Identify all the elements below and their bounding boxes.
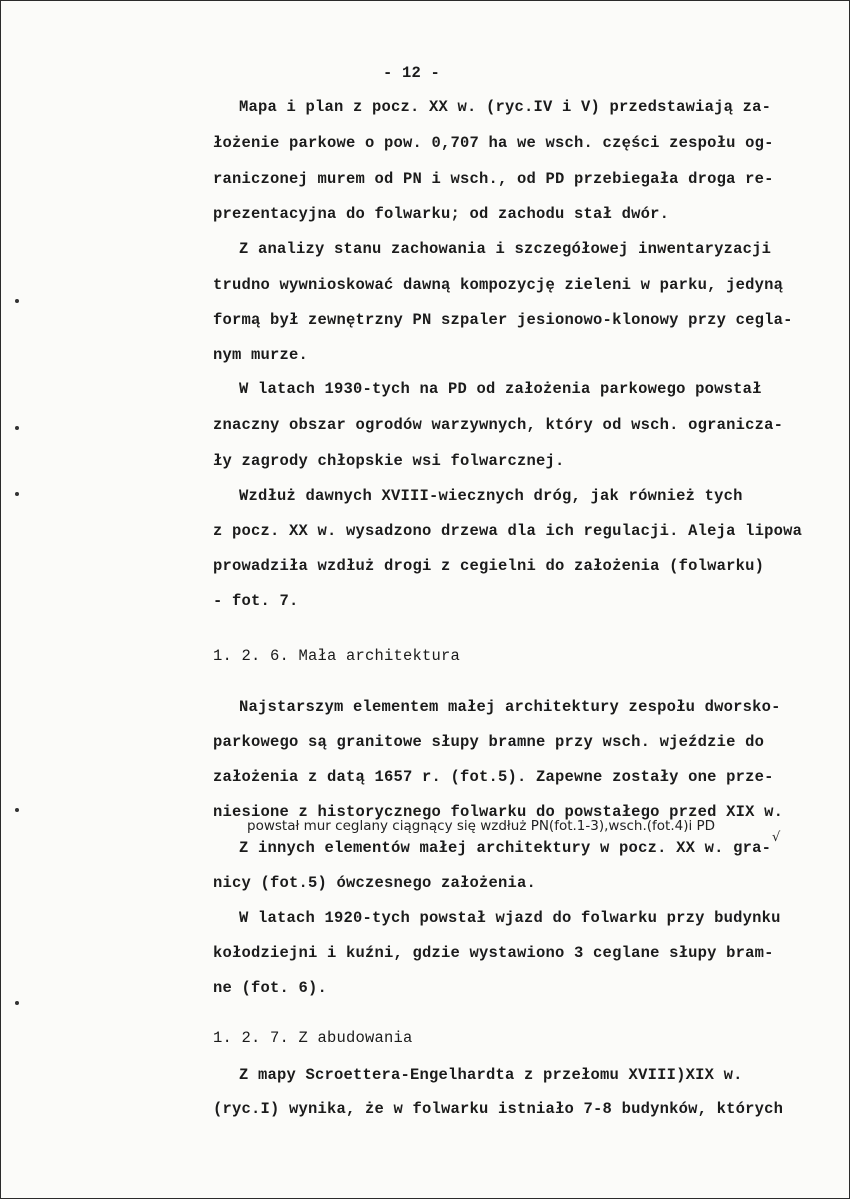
text-line: ły zagrody chłopskie wsi folwarcznej. xyxy=(213,452,565,470)
section-heading: 1. 2. 6. Mała architektura xyxy=(213,647,461,665)
text-line: Najstarszym elementem małej architektury zespołu dworsko- xyxy=(239,698,781,716)
text-line: znaczny obszar ogrodów warzywnych, który od wsch. ogranicza- xyxy=(213,416,784,434)
text-line: prowadziła wzdłuż drogi z cegielni do założenia (folwarku) xyxy=(213,557,765,575)
text-line: W latach 1930-tych na PD od założenia parkowego powstał xyxy=(239,380,762,398)
section-heading: 1. 2. 7. Z abudowania xyxy=(213,1029,413,1047)
text-line: łożenie parkowe o pow. 0,707 ha we wsch. części zespołu og- xyxy=(213,134,774,152)
text-line: W latach 1920-tych powstał wjazd do folwarku przy budynku xyxy=(239,909,781,927)
text-line: nicy (fot.5) ówczesnego założenia. xyxy=(213,874,537,892)
insertion-caret-mark: √ xyxy=(772,830,781,845)
text-line: Z analizy stanu zachowania i szczegółowej inwentaryzacji xyxy=(239,240,772,258)
typed-text-body xyxy=(1,1,849,1198)
text-line: (ryc.I) wynika, że w folwarku istniało 7-8 budynków, których xyxy=(213,1100,784,1118)
text-line: prezentacyjna do folwarku; od zachodu stał dwór. xyxy=(213,205,670,223)
text-line: Z innych elementów małej architektury w pocz. XX w. gra- xyxy=(239,839,772,857)
text-line: parkowego są granitowe słupy bramne przy wsch. wjeździe do xyxy=(213,733,765,751)
text-line: założenia z datą 1657 r. (fot.5). Zapewne zostały one prze- xyxy=(213,768,774,786)
text-line: formą był zewnętrzny PN szpaler jesionowo-klonowy przy cegla- xyxy=(213,311,793,329)
text-line: Wzdłuż dawnych XVIII-wiecznych dróg, jak również tych xyxy=(239,487,743,505)
text-line: - fot. 7. xyxy=(213,592,299,610)
text-line: z pocz. XX w. wysadzono drzewa dla ich regulacji. Aleja lipowa xyxy=(213,522,803,540)
text-line: raniczonej murem od PN i wsch., od PD przebiegała droga re- xyxy=(213,170,774,188)
text-line: nym murze. xyxy=(213,346,309,364)
text-line: Mapa i plan z pocz. XX w. (ryc.IV i V) przedstawiają za- xyxy=(239,98,772,116)
text-line: kołodziejni i kuźni, gdzie wystawiono 3 ceglane słupy bram- xyxy=(213,944,774,962)
text-line: Z mapy Scroettera-Engelhardta z przełomu XVIII)XIX w. xyxy=(239,1066,743,1084)
text-line: niesione z historycznego folwarku do powstałego przed XIX w. xyxy=(213,803,784,821)
text-line: ne (fot. 6). xyxy=(213,979,328,997)
page-number: - 12 - xyxy=(383,64,441,82)
text-line: trudno wywnioskować dawną kompozycję zieleni w parku, jedyną xyxy=(213,276,784,294)
handwritten-insertion: powstał mur ceglany ciągnący się wzdłuż PN(fot.1-3),wsch.(fot.4)i PD xyxy=(247,818,716,834)
